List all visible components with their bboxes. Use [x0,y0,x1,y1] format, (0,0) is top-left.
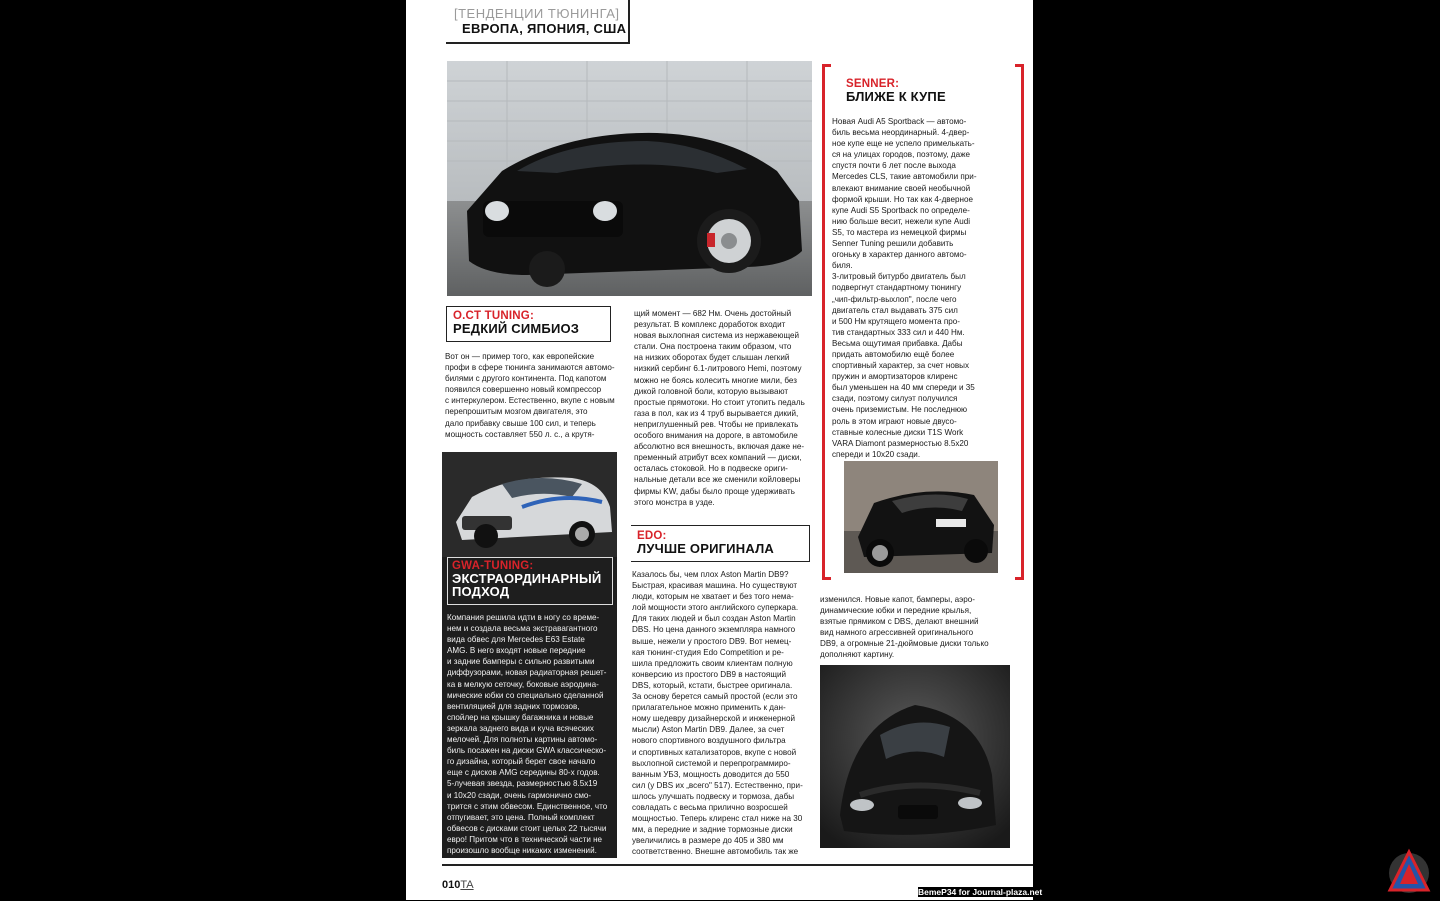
edo-text: Казалось бы, чем плох Aston Martin DB9? Быстрая, красивая машина. Но существуют люди, которым не хватает и без того нема- лой мощности этого английского суперкара. Для таких людей и был создан Aston Martin DBS. Но цена данного экземпляра намного выше, нежели у простого DB9. Вот немец- кая тюнинг-студия Edo Competition и ре- шила предложить своим клиентам полную конверсию из простого DB9 в настоящий DBS, который, кстати, быстрее оригинала. За основу берется самый простой (если это прилагательное можно применить к дан- ному шедевру дизайнерской и инженерной мысли) Aston Martin DB9. Далее, за счет нового спортивного воздушного фильтра и спортивных катализаторов, вкупе с новой выхлопной системой и перепрограммиро- ванным УБЗ, мощность доводится до 550 сил (у DBS их „всего" 517). Естественно, при- шлось улучшать подвеску и тормоза, дабы совладать с весьма прилично возросшей мощностью. Теперь клиренс стал ниже на 30 мм, а передние и задние тормозные диски увеличились в размере до 405 и 380 мм соответственно. Внешне автомобиль так же [632,570,803,857]
magazine-page [406,0,1033,900]
senner-text: Новая Audi A5 Sportback — автомо- биль весьма неординарный. 4-двер- ное купе еще не успело примелькать- ся на улицах городов, поэтому, даже спустя почти 6 лет после выхода Mercedes CLS, такие автомобили при- влекают внимание своей необычной формой крыши. Но так как 4-дверное купе Audi S5 Sportback по определе- нию больше весит, нежели купе Audi S5, то мастера из немецкой фирмы Senner Tuning решили добавить огоньку в характер данного автомо- биля. 3-литровый битурбо двигатель был подвергнут стандартному тюнингу „чип-фильтр-выхлоп", после чего двигатель стал выдавать 375 сил и 500 Нм крутящего момента про- тив стандартных 333 сил и 440 Нм. Весьма ощутимая прибавка. Дабы придать автомобилю ещё более спортивный характер, за счет новых пружин и амортизаторов клиренс был уменьшен на 40 мм спереди и 35 сзади, поэтому силуэт получился очень приземистым. Не последнюю роль в этом играют новые двусо- ставные колесные диски T1S Work VARA Diamont размерностью 8.5х20 спереди и 10х20 сзади. [832,117,977,459]
footer-pagenum [442,879,474,891]
senner-title-text: БЛИЖЕ К КУПЕ [846,89,946,104]
oct-title: РЕДКИЙ СИМБИОЗ [453,321,580,336]
gwa-title-line1: ЭКСТРАОРДИНАРНЫЙ [452,571,602,586]
edo-title: ЛУЧШЕ ОРИГИНАЛА [637,541,774,556]
gwa-title-box [447,557,613,605]
aston-martin-photo [820,665,1010,848]
senner-title [846,78,946,103]
gwa-brand: GWA-TUNING: [452,560,534,572]
oct-brand: O.CT TUNING: [453,310,534,322]
scan-credit: BemeP34 for Journal-plaza.net [918,887,1043,897]
watermark-logo-icon [1384,846,1434,896]
senner-bracket-left [822,64,831,580]
edo-brand: EDO: [637,530,667,542]
gwa-text: Компания решила идти в ногу со време- нем и создала весьма экстравагантного вида обвес для Mercedes E63 Estate AMG. В него входят новые передние и задние бамперы с сильно развитыми диффузорами, новая радиаторная решет- ка в мелкую сеточку, боковые аэродина- мические юбки со специально сделанной вентиляцией для задних тормозов, спойлер на крышку багажника и новые зеркала заднего вида и куча всяческих мелочей. Для полноты картины автомо- биль посажен на диски GWA классическо- го дизайна, который берет свое начало еще с дисков AMG середины 80-х годов. 5-лучевая звезда, размерностью 8.5х19 и 10х20 сзади, очень гармонично смо- трится с этим обвесом. Единственное, что отпугивает, это цена. Полный комплект обвесов с дисками стоит целых 22 тысячи евро! Притом что в технической части не произошло вообще никаких изменений. [447,613,608,855]
oct-text-col2: щий момент — 682 Нм. Очень достойный результат. В комплекс доработок входит новая выхлопная система из нержавеющей стали. Она построена таким образом, что на низких оборотах будет слышан легкий низкий сербинг 6.1-литрового Hemi, поэтому можно не боясь колесить многие мили, без дикой головной боли, которую вызывают простые прямотоки. Но стоит утопить педаль газа в пол, как из 4 труб вырывается дикий, неприглушенный рев. Чтобы не привлекать особого внимания на дороге, в автомобиле абсолютно вся внешность, включая даже не- пременный атрибут всех компаний — диски, осталась стоковой. Но в подвеске ориги- нальные детали все же сменили койловеры фирмы KW, дабы было проще удерживать этого монстра в узде. [634,309,805,507]
oct-title-box [446,306,611,342]
oct-text-col1: Вот он — пример того, как европейские профи в сфере тюнинга занимаются автомо- билями с другого континента. Под капотом появился совершенно новый компрессор с интеркулером. Естественно, вкупе с новым перепрошитым мозгом двигателя, это дало прибавку свыше 100 сил, и теперь мощность составляет 550 л. с., а крутя- [445,352,615,439]
dodge-challenger-photo [447,61,812,296]
page-number: 010 [442,879,461,891]
audi-s5-photo [844,461,998,573]
footer-rule [442,864,1033,866]
senner-bracket-right [1015,64,1024,580]
edo-title-box [631,525,810,562]
section-region: ЕВРОПА, ЯПОНИЯ, США [462,21,627,36]
mercedes-e63-photo [442,452,617,557]
gwa-title-line2: ПОДХОД [452,584,510,599]
magazine-abbrev: TA [460,879,474,891]
section-category: [ТЕНДЕНЦИИ ТЮНИНГА] [454,6,620,21]
edo-text-continued: изменился. Новые капот, бамперы, аэро- динамические юбки и передние крылья, взятые прямиком с DBS, делают внешний вид намного агрессивней оригинального DB9, а огромные 21-дюймовые диски только дополняют картину. [820,595,989,660]
senner-brand: SENNER: [846,78,900,90]
